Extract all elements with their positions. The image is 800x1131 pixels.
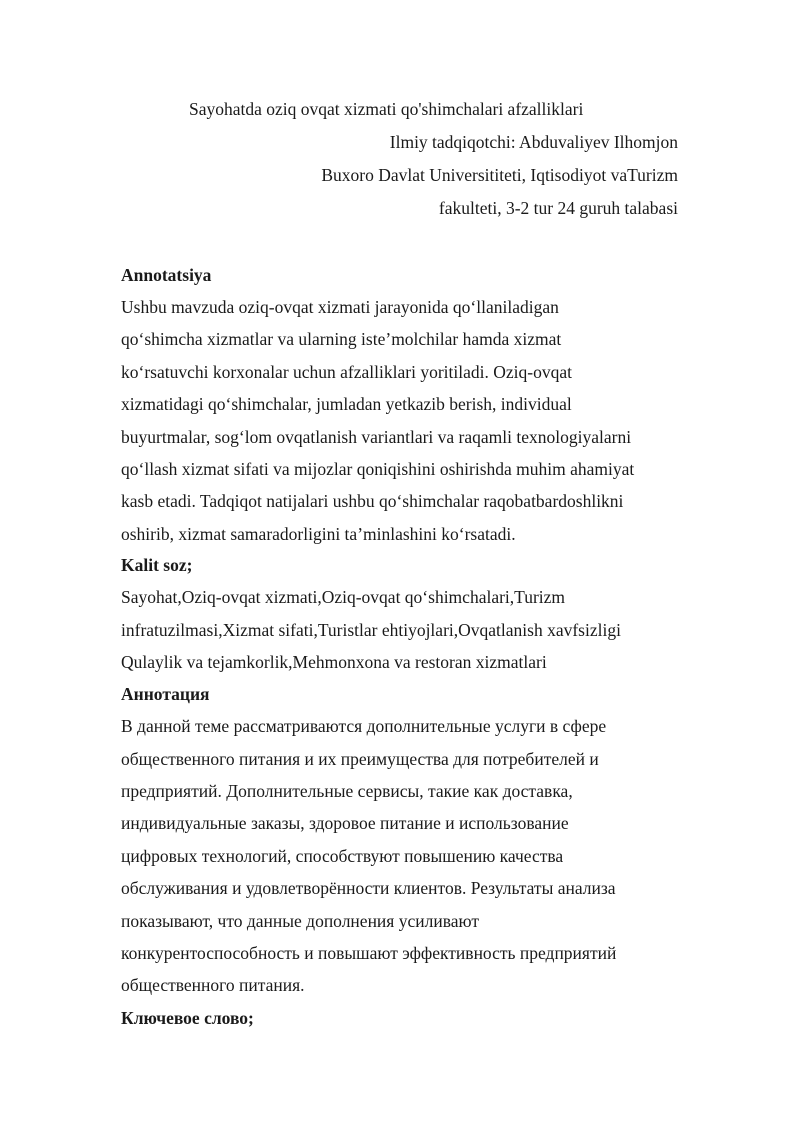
annotation-ru-text — [121, 710, 691, 1002]
text-line: buyurtmalar, sog‘lom ovqatlanish variantlari va raqamli texnologiyalarni — [121, 426, 632, 447]
text-line: xizmatidagi qo‘shimchalar, jumladan yetkazib berish, individual — [121, 394, 572, 415]
text-line: Sayohat,Oziq-ovqat xizmati,Oziq-ovqat qo‘shimchalari,Turizm — [121, 587, 566, 608]
annotation-uz-heading: Annotatsiya — [121, 265, 212, 285]
text-line: показывают, что данные дополнения усиливают — [121, 910, 479, 931]
text-line: общественного питания. — [121, 975, 305, 996]
annotation-uz-text — [121, 291, 691, 550]
author-line: Ilmiy tadqiqotchi: Abduvaliyev Ilhomjon — [389, 132, 678, 152]
text-line: qo‘llash xizmat sifati va mijozlar qoniqishini oshirishda muhim ahamiyat — [121, 458, 635, 479]
annotation-ru-heading: Аннотация — [121, 684, 210, 705]
document-body — [121, 259, 691, 1034]
text-line: oshirib, xizmat samaradorligini ta’minlashini ko‘rsatadi. — [121, 523, 516, 544]
text-line: qo‘shimcha xizmatlar va ularning iste’molchilar hamda xizmat — [121, 329, 562, 350]
text-line: Ushbu mavzuda oziq-ovqat xizmati jarayonida qo‘llaniladigan — [121, 297, 559, 317]
text-line: цифровых технологий, способствуют повышению качества — [121, 845, 564, 866]
keywords-uz-heading: Kalit soz; — [121, 555, 193, 576]
text-line: предприятий. Дополнительные сервисы, такие как доставка, — [121, 781, 573, 802]
faculty-line: fakulteti, 3-2 tur 24 guruh talabasi — [438, 198, 678, 218]
text-line: конкурентоспособность и повышают эффективность предприятий — [121, 943, 617, 964]
text-line: Qulaylik va tejamkorlik,Mehmonxona va restoran xizmatlari — [121, 651, 547, 672]
text-line: общественного питания и их преимущества для потребителей и — [121, 748, 599, 769]
text-line: индивидуальные заказы, здоровое питание и использование — [121, 813, 569, 834]
keywords-uz-text — [121, 581, 691, 678]
text-line: обслуживания и удовлетворённости клиентов. Результаты анализа — [121, 878, 616, 899]
keywords-ru-heading: Ключевое слово; — [121, 1007, 254, 1028]
text-line: infratuzilmasi,Xizmat sifati,Turistlar ehtiyojlari,Ovqatlanish xavfsizligi — [121, 619, 621, 640]
paper-title: Sayohatda oziq ovqat xizmati qo'shimchalari afzalliklari — [189, 99, 584, 119]
text-line: ko‘rsatuvchi korxonalar uchun afzalliklari yoritiladi. Oziq-ovqat — [121, 361, 572, 382]
text-line: kasb etadi. Tadqiqot natijalari ushbu qo‘shimchalar raqobatbardoshlikni — [121, 491, 624, 512]
text-line: В данной теме рассматриваются дополнительные услуги в сфере — [121, 716, 607, 737]
university-line: Buxoro Davlat Universititeti, Iqtisodiyot vaTurizm — [321, 165, 678, 185]
